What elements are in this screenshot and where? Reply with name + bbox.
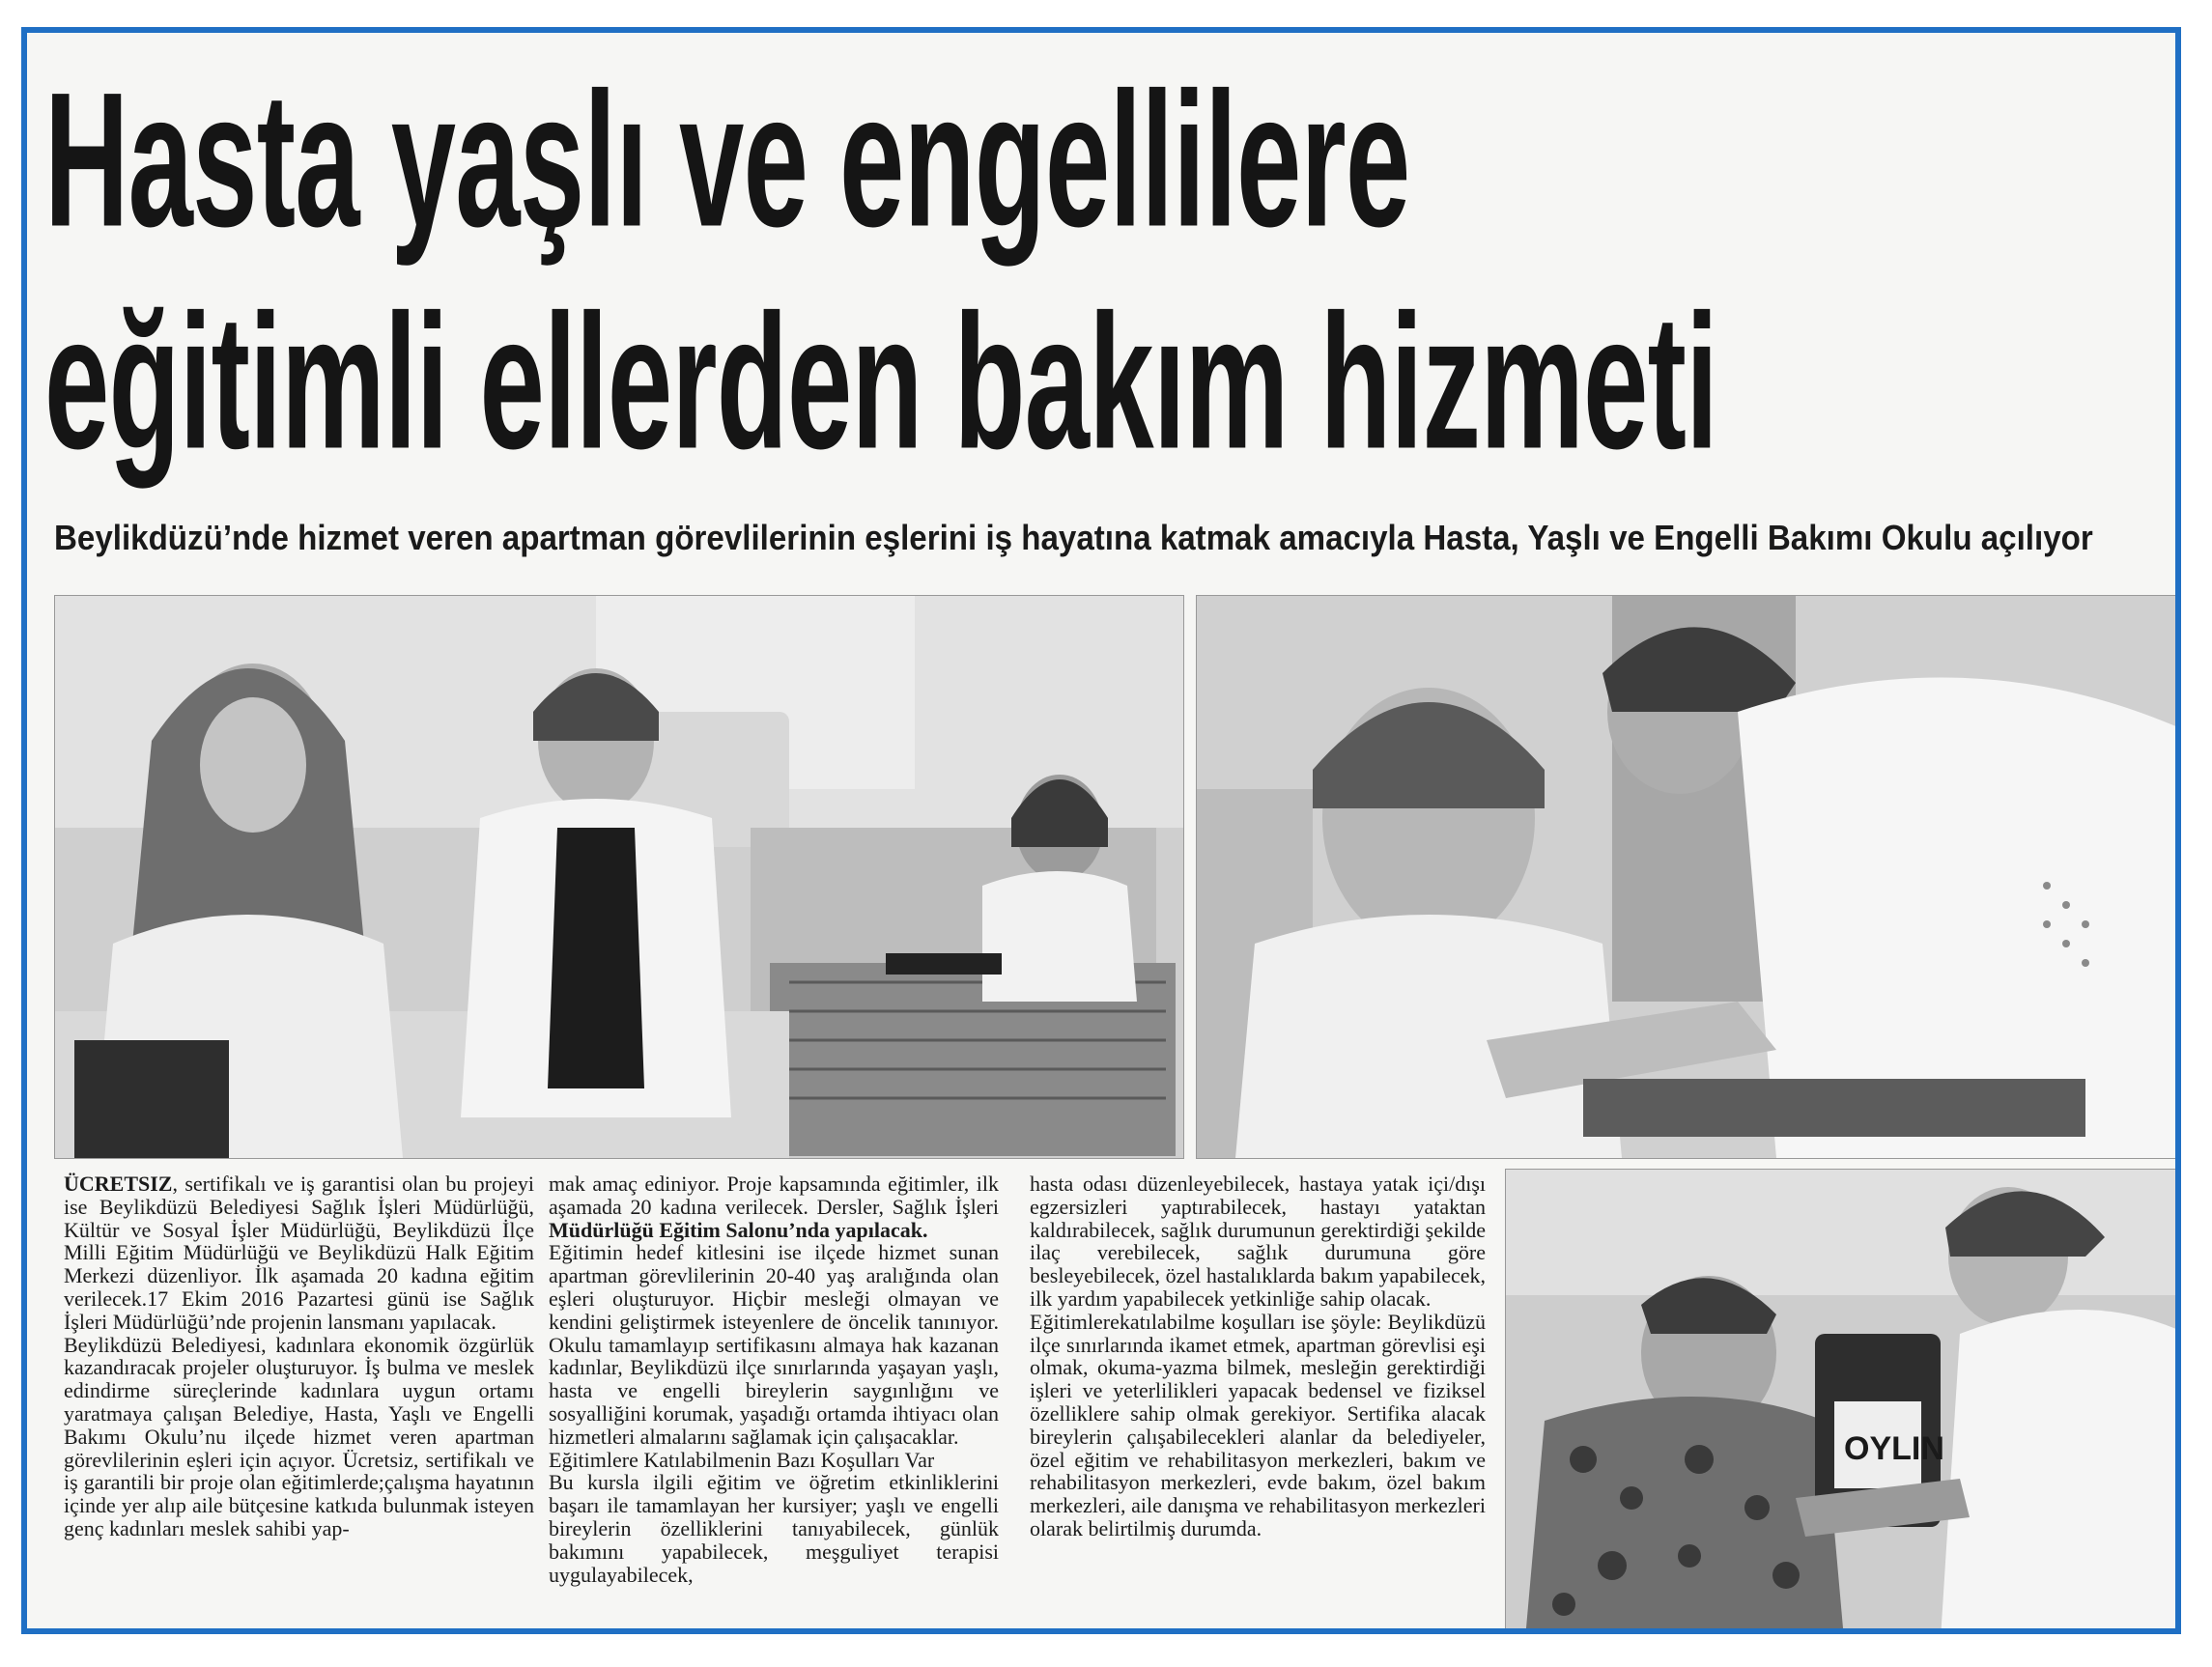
lead-word: ÜCRETSIZ <box>64 1172 173 1196</box>
bag-brand-label: OYLIN <box>1844 1430 1944 1467</box>
photo-caregivers-bedside <box>54 595 1184 1159</box>
column-2-paragraph-3: Bu kursla ilgili eğitim ve öğretim etkinliklerini başarı ile tamamlayan her kursiyer; yaşlı ve engelli bireylerin özelliklerini tanıyabilecek, günlük bakımını yapabilecek, meşguliyet terapisi uygulayabilecek, <box>549 1470 999 1587</box>
photo-blood-pressure-check-image <box>1506 1170 2181 1634</box>
column-1-paragraph-1 <box>64 1173 534 1334</box>
deck-subtitle: Beylikdüzü’nde hizmet veren apartman görevlilerinin eşlerini iş hayatına katmak amacıyla Hasta, Yaşlı ve Engelli Bakımı Okulu açılıyor <box>54 518 2093 557</box>
article-column-1 <box>64 1173 534 1540</box>
column-1-paragraph-2: Beylikdüzü Belediyesi, kadınlara ekonomik özgürlük kazandıracak projeler oluşturuyor. İş bulma ve meslek edindirme süreçlerinde kadınlara uygun ortamı yaratmaya çalışan Belediye, Hasta, Yaşlı ve Engelli Bakımı Okulu’nu ilçede hizmet veren apartman görevlilerinin eşleri için açıyor. Ücretsiz, sertifikalı ve iş garantili bir proje olan eğitimlerde;çalışma hayatının içinde yer alıp aile bütçesine katkıda bulunmak isteyen genç kadınları meslek sahibi yap- <box>64 1332 534 1540</box>
photo-caregiver-with-patient-image <box>1197 596 2181 1158</box>
article-column-2 <box>549 1173 999 1586</box>
headline-line-1: Hasta yaşlı ve engellilere <box>44 52 1410 268</box>
article-column-3 <box>1030 1173 1486 1540</box>
column-3-paragraph-2: Eğitimlerekatılabilme koşulları ise şöyle: Beylikdüzü ilçe sınırlarında ikamet etmek, apartman görevlisi eşi olmak, okuma-yazma bilmek, mesleğin gerektirdiği işleri ve yeterlilikleri yapacak bedensel ve fiziksel özelliklere sahip olmak gerekiyor. Sertifika alacak bireylerin çalışabilecekleri alanlar da belediyeler, özel eğitim ve rehabilitasyon merkezleri, bakım ve rehabilitasyon merkezleri, evde bakım, özel bakım merkezleri, aile danışma ve rehabilitasyon merkezleri olarak belirtilmiş durumda. <box>1030 1309 1486 1540</box>
photo-blood-pressure-check <box>1505 1169 2181 1634</box>
column-2-subhead: Eğitimlere Katılabilmenin Bazı Koşulları Var <box>549 1447 935 1472</box>
column-2-paragraph-1-bold: Müdürlüğü Eğitim Salonu’nda yapılacak. <box>549 1217 928 1242</box>
newspaper-clipping <box>21 27 2181 1634</box>
column-2-paragraph-2: Eğitimin hedef kitlesini ise ilçede hizmet sunan apartman görevlilerinin 20-40 yaş aralığında olan eşleri oluşturuyor. Hiçbir mesleği olmayan ve kendini geliştirmek isteyenlere de öncelik tanınıyor. Okulu tamamlayıp sertifikasını almaya hak kazanan kadınlar, Beylikdüzü ilçe sınırlarında yaşayan yaşlı, hasta ve engelli bireylerin saygınlığını ve sosyalliğini korumak, yaşadığı ortamda ihtiyacı olan hizmetleri almalarını sağlamak için çalışacaklar. <box>549 1240 999 1449</box>
column-3-paragraph-1: hasta odası düzenleyebilecek, hastaya yatak içi/dışı egzersizleri yaptırabilecek, hastayı yataktan kaldırabilecek, sağlık durumunun gerektirdiği şekilde ilaç verebilecek, sağlık durumuna göre besleyebilecek, özel hastalıklarda bakım yapabilecek, ilk yardım yapabilecek yetkinliğe sahip olacak. <box>1030 1172 1486 1311</box>
photo-caregiver-with-patient <box>1196 595 2181 1159</box>
headline-line-2: eğitimli ellerden bakım hizmeti <box>44 274 1718 490</box>
column-1-paragraph-1-text: , sertifikalı ve iş garantisi olan bu projeyi ise Beylikdüzü Belediyesi Sağlık İşleri Müdürlüğü, Kültür ve Sosyal İşler Müdürlüğü, Beylikdüzü İlçe Milli Eğitim Müdürlüğü ve Beylikdüzü Halk Eğitim Merkezi düzenliyor. İlk aşamada 20 kadına eğitim verilecek.17 Ekim 2016 Pazartesi günü ise Sağlık İşleri Müdürlüğü’nde projenin lansmanı yapılacak. <box>64 1172 534 1334</box>
column-2-paragraph-1-text: mak amaç ediniyor. Proje kapsamında eğitimler, ilk aşamada 20 kadına verilecek. Dersler, Sağlık İşleri <box>549 1172 999 1219</box>
column-2-paragraph-1 <box>549 1173 999 1241</box>
photo-caregivers-bedside-image <box>55 596 1183 1158</box>
